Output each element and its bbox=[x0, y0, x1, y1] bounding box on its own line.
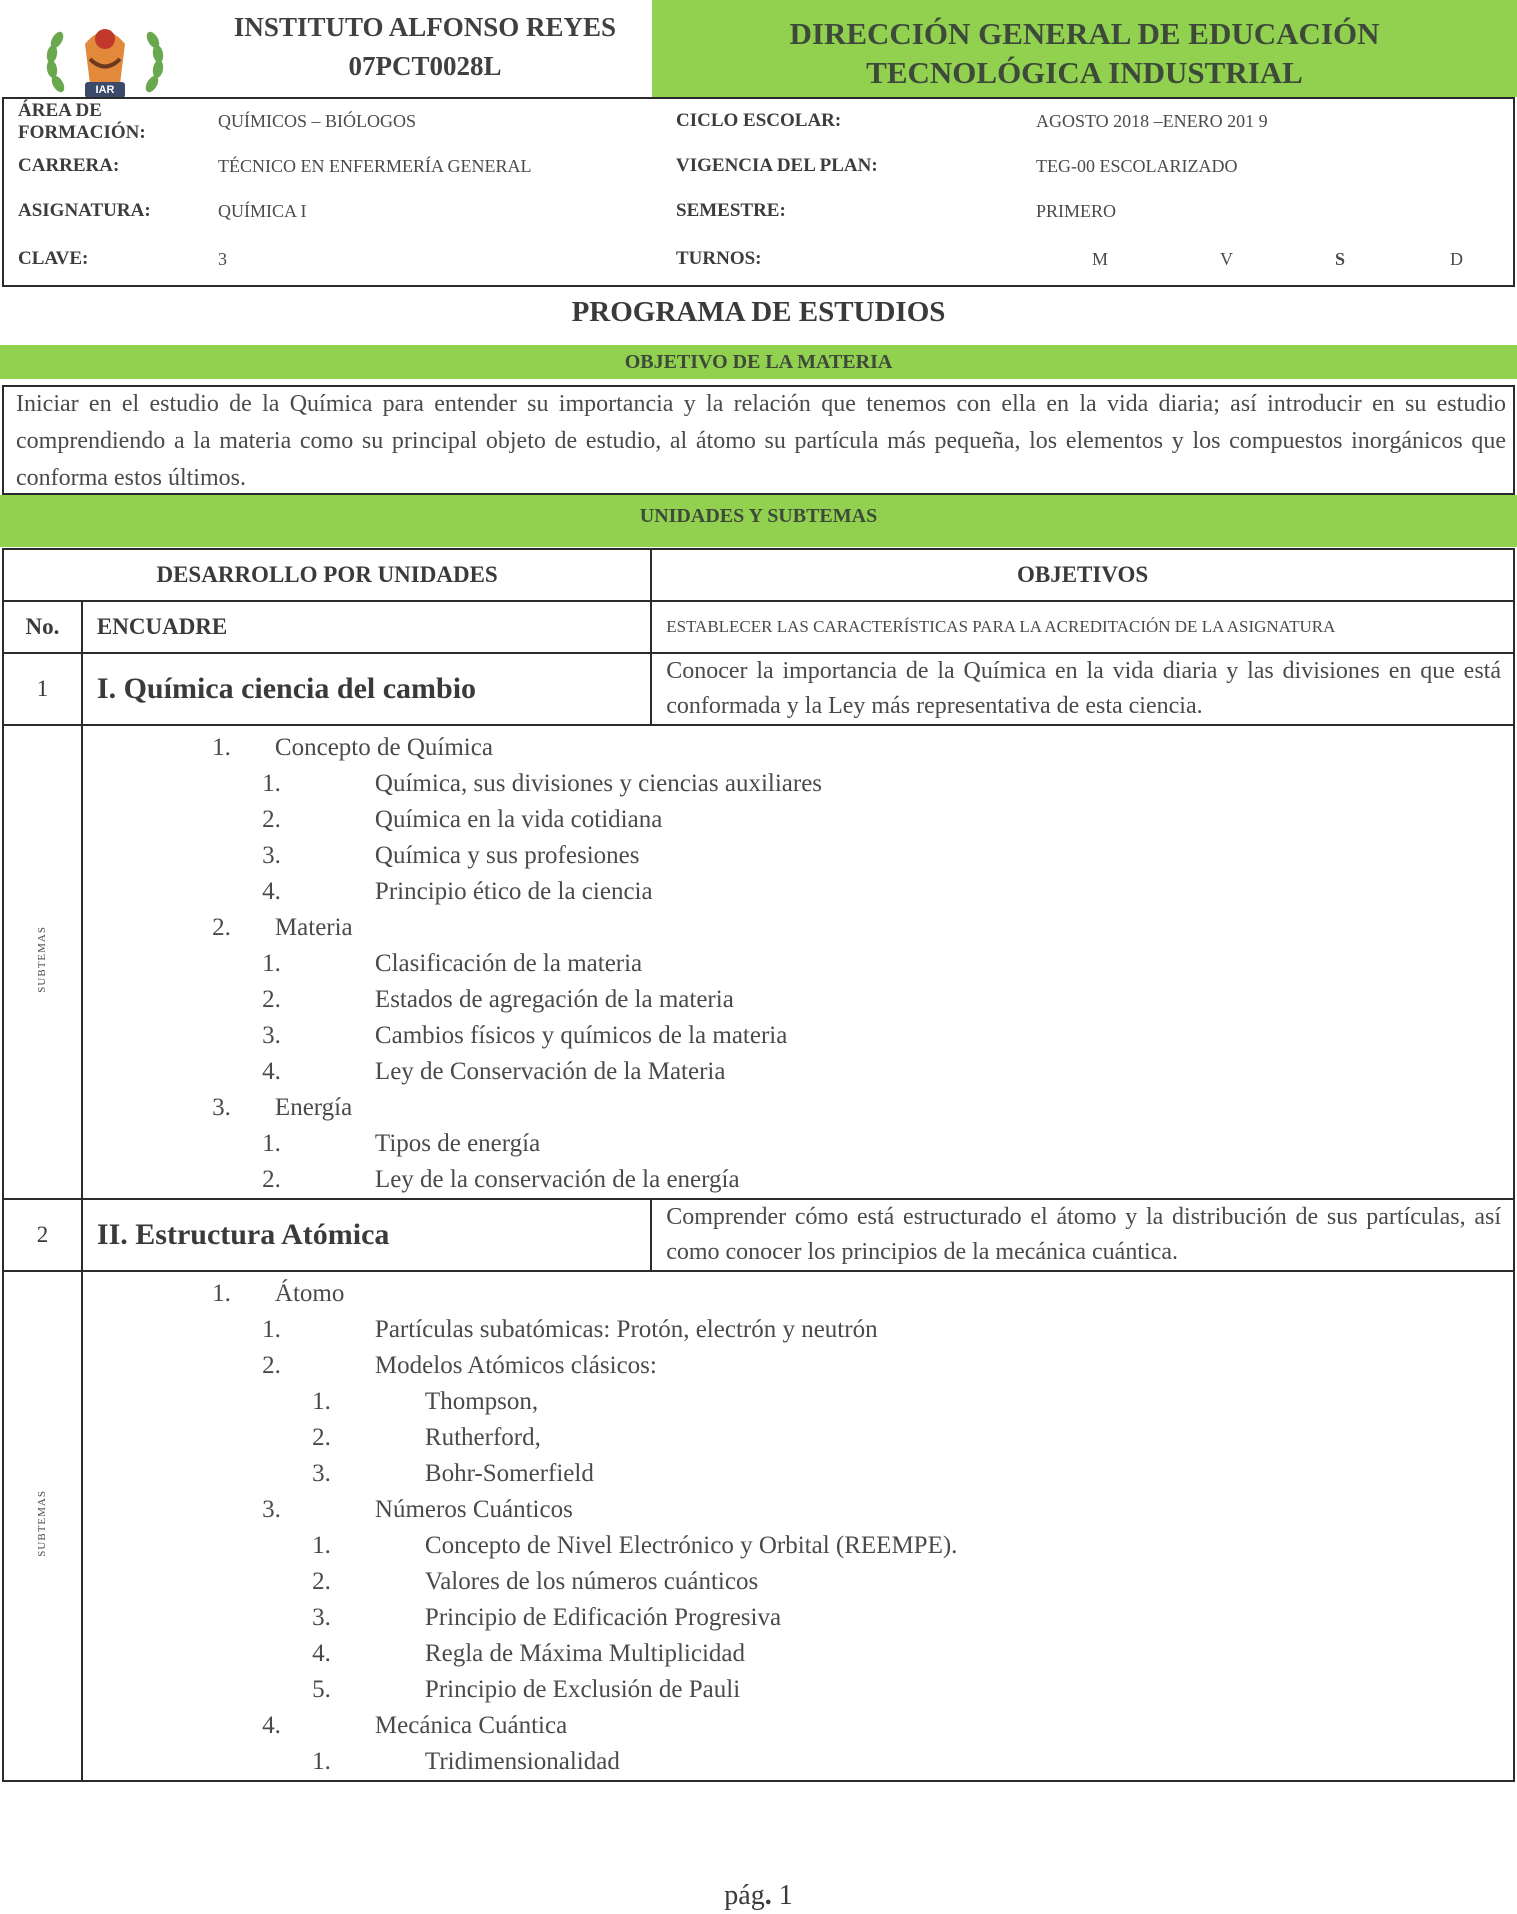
asignatura-value: QUÍMICA I bbox=[218, 201, 307, 221]
subtemas-label: SUBTEMAS bbox=[36, 1490, 49, 1557]
list-item bbox=[83, 1162, 1513, 1198]
ciclo-label: CICLO ESCOLAR: bbox=[676, 110, 842, 131]
unit-row bbox=[3, 653, 1514, 725]
subtemas-label-cell bbox=[3, 725, 82, 1199]
encuadre-label: ENCUADRE bbox=[82, 601, 651, 653]
page-title: PROGRAMA DE ESTUDIOS bbox=[571, 296, 946, 328]
vigencia-label: VIGENCIA DEL PLAN: bbox=[676, 155, 878, 176]
turno-d: D bbox=[1450, 249, 1463, 269]
list-item-number: 4. bbox=[262, 1058, 281, 1085]
vigencia-value: TEG-00 ESCOLARIZADO bbox=[1036, 156, 1238, 176]
list-item-text: Concepto de Química bbox=[274, 734, 493, 761]
list-item-text: Concepto de Nivel Electrónico y Orbital (REEMPE). bbox=[424, 1532, 958, 1559]
list-item bbox=[83, 982, 1513, 1018]
objetivo-text: Iniciar en el estudio de la Química para entender su importancia y la relación que tenemos con ella en la vida diaria; así introducir en su estudio comprendiendo a la materia como su principal objeto de estudio, al átomo su partícula más pequeña, los elementos y los compuestos inorgánicos que conforma estos últimos. bbox=[16, 391, 1506, 491]
list-item-number: 1. bbox=[262, 1316, 281, 1343]
page-footer: pág. 1 bbox=[724, 1880, 793, 1911]
unit-name: II. Estructura Atómica bbox=[82, 1199, 651, 1271]
turnos-label: TURNOS: bbox=[676, 248, 762, 269]
list-item-text: Clasificación de la materia bbox=[374, 950, 643, 977]
subtopic-list bbox=[82, 725, 1514, 1199]
list-item-number: 2. bbox=[262, 806, 281, 833]
list-item-text: Energía bbox=[274, 1094, 353, 1121]
ciclo-value: AGOSTO 2018 –ENERO 201 9 bbox=[1036, 111, 1268, 131]
unit-row bbox=[3, 1199, 1514, 1271]
list-item-text: Cambios físicos y químicos de la materia bbox=[374, 1022, 788, 1049]
list-item bbox=[83, 1420, 1513, 1456]
list-item-text: Tipos de energía bbox=[374, 1130, 541, 1157]
list-item-number: 3. bbox=[212, 1094, 231, 1121]
list-item-text: Thompson, bbox=[424, 1388, 539, 1415]
unit-objective: Comprender cómo está estructurado el átomo y la distribución de sus partículas, así como conocer los principios de la mecánica cuántica. bbox=[651, 1199, 1514, 1271]
institution-code: 07PCT0028L bbox=[348, 51, 502, 81]
institution-logo bbox=[40, 14, 170, 110]
list-item bbox=[83, 1276, 1513, 1312]
list-item bbox=[83, 1126, 1513, 1162]
list-item-number: 1. bbox=[262, 950, 281, 977]
list-item bbox=[83, 1744, 1513, 1780]
list-item bbox=[83, 1054, 1513, 1090]
list-item-text: Tridimensionalidad bbox=[424, 1748, 620, 1775]
units-table bbox=[2, 548, 1515, 1782]
area-value: QUÍMICOS – BIÓLOGOS bbox=[218, 111, 417, 131]
subtemas-label: SUBTEMAS bbox=[36, 926, 49, 993]
list-item bbox=[83, 1492, 1513, 1528]
subtopics-row bbox=[3, 725, 1514, 1199]
list-item bbox=[83, 730, 1513, 766]
list-item-number: 1. bbox=[312, 1748, 331, 1775]
list-item bbox=[83, 1708, 1513, 1744]
col-desarrollo-header: DESARROLLO POR UNIDADES bbox=[3, 549, 651, 601]
list-item bbox=[83, 1348, 1513, 1384]
list-item-number: 1. bbox=[312, 1388, 331, 1415]
subtopics-row bbox=[3, 1271, 1514, 1781]
list-item-number: 3. bbox=[262, 842, 281, 869]
list-item bbox=[83, 1312, 1513, 1348]
list-item-text: Química y sus profesiones bbox=[374, 842, 640, 869]
semestre-label: SEMESTRE: bbox=[676, 200, 786, 221]
list-item bbox=[83, 1456, 1513, 1492]
col-objetivos-header: OBJETIVOS bbox=[651, 549, 1514, 601]
unidades-heading: UNIDADES Y SUBTEMAS bbox=[0, 495, 1517, 547]
page-label: pág bbox=[724, 1880, 765, 1911]
turno-s: S bbox=[1335, 249, 1346, 269]
carrera-label: CARRERA: bbox=[18, 155, 120, 176]
unit-number: 1 bbox=[3, 653, 82, 725]
list-item-number: 2. bbox=[262, 1352, 281, 1379]
list-item-number: 2. bbox=[262, 986, 281, 1013]
asignatura-label: ASIGNATURA: bbox=[18, 200, 151, 221]
list-item-number: 4. bbox=[262, 878, 281, 905]
list-item bbox=[83, 1090, 1513, 1126]
agency-name bbox=[652, 14, 1517, 92]
list-item-number: 3. bbox=[312, 1604, 331, 1631]
list-item-text: Ley de Conservación de la Materia bbox=[374, 1058, 726, 1085]
list-item-number: 1. bbox=[262, 1130, 281, 1157]
turno-m: M bbox=[1092, 249, 1109, 269]
list-item bbox=[83, 1600, 1513, 1636]
list-item-number: 3. bbox=[262, 1496, 281, 1523]
list-item bbox=[83, 1564, 1513, 1600]
list-item bbox=[83, 1384, 1513, 1420]
list-item-text: Partículas subatómicas: Protón, electrón y neutrón bbox=[374, 1316, 878, 1343]
list-item-number: 2. bbox=[262, 1166, 281, 1193]
turno-v: V bbox=[1220, 249, 1233, 269]
list-item bbox=[83, 1018, 1513, 1054]
list-item-number: 2. bbox=[212, 914, 231, 941]
list-item-text: Regla de Máxima Multiplicidad bbox=[424, 1640, 745, 1667]
list-item-text: Valores de los números cuánticos bbox=[424, 1568, 759, 1595]
list-item-number: 1. bbox=[262, 770, 281, 797]
no-label: No. bbox=[3, 601, 82, 653]
list-item bbox=[83, 946, 1513, 982]
list-item-number: 5. bbox=[312, 1676, 331, 1703]
agency-name-line1: DIRECCIÓN GENERAL DE EDUCACIÓN bbox=[789, 16, 1380, 51]
subtemas-label-cell bbox=[3, 1271, 82, 1781]
institution-name-line1: INSTITUTO ALFONSO REYES bbox=[233, 12, 617, 42]
list-item-text: Principio de Edificación Progresiva bbox=[424, 1604, 782, 1631]
list-item bbox=[83, 910, 1513, 946]
clave-value: 3 bbox=[218, 249, 227, 269]
list-item-text: Modelos Atómicos clásicos: bbox=[374, 1352, 657, 1379]
table-header-row bbox=[3, 549, 1514, 601]
list-item-number: 1. bbox=[212, 1280, 231, 1307]
list-item-text: Bohr-Somerfield bbox=[424, 1460, 594, 1487]
list-item-text: Principio de Exclusión de Pauli bbox=[424, 1676, 741, 1703]
list-item-text: Química en la vida cotidiana bbox=[374, 806, 663, 833]
list-item-text: Rutherford, bbox=[424, 1424, 541, 1451]
institution-name bbox=[205, 8, 645, 86]
list-item bbox=[83, 1528, 1513, 1564]
list-item-text: Ley de la conservación de la energía bbox=[374, 1166, 740, 1193]
list-item-text: Principio ético de la ciencia bbox=[374, 878, 653, 905]
area-label-line2: FORMACIÓN: bbox=[18, 122, 146, 143]
page-number: 1 bbox=[778, 1880, 793, 1911]
list-item-number: 2. bbox=[312, 1424, 331, 1451]
unit-name: I. Química ciencia del cambio bbox=[82, 653, 651, 725]
list-item-number: 3. bbox=[312, 1460, 331, 1487]
list-item bbox=[83, 1672, 1513, 1708]
encuadre-row bbox=[3, 601, 1514, 653]
list-item-text: Números Cuánticos bbox=[374, 1496, 573, 1523]
unit-objective: Conocer la importancia de la Química en la vida diaria y las divisiones en que está conformada y la Ley más representativa de esta ciencia. bbox=[651, 653, 1514, 725]
list-item-number: 2. bbox=[312, 1568, 331, 1595]
list-item-number: 1. bbox=[312, 1532, 331, 1559]
encuadre-objective: ESTABLECER LAS CARACTERÍSTICAS PARA LA ACREDITACIÓN DE LA ASIGNATURA bbox=[651, 601, 1514, 653]
list-item-number: 3. bbox=[262, 1022, 281, 1049]
agency-name-line2: TECNOLÓGICA INDUSTRIAL bbox=[866, 55, 1303, 90]
list-item bbox=[83, 838, 1513, 874]
area-label bbox=[18, 100, 146, 144]
carrera-value: TÉCNICO EN ENFERMERÍA GENERAL bbox=[218, 156, 532, 176]
clave-label: CLAVE: bbox=[18, 248, 89, 269]
list-item-number: 4. bbox=[312, 1640, 331, 1667]
list-item bbox=[83, 874, 1513, 910]
logo-text: IAR bbox=[95, 84, 115, 96]
list-item bbox=[83, 1636, 1513, 1672]
list-item-number: 1. bbox=[212, 734, 231, 761]
objetivo-heading: OBJETIVO DE LA MATERIA bbox=[0, 345, 1517, 379]
list-item-text: Materia bbox=[274, 914, 353, 941]
list-item-text: Mecánica Cuántica bbox=[374, 1712, 568, 1739]
subtopic-list bbox=[82, 1271, 1514, 1781]
list-item-text: Átomo bbox=[274, 1280, 345, 1307]
semestre-value: PRIMERO bbox=[1036, 201, 1117, 221]
list-item bbox=[83, 766, 1513, 802]
list-item-number: 4. bbox=[262, 1712, 281, 1739]
area-label-line1: ÁREA DE bbox=[18, 100, 102, 121]
list-item bbox=[83, 802, 1513, 838]
unit-number: 2 bbox=[3, 1199, 82, 1271]
list-item-text: Estados de agregación de la materia bbox=[374, 986, 734, 1013]
list-item-text: Química, sus divisiones y ciencias auxiliares bbox=[374, 770, 823, 797]
